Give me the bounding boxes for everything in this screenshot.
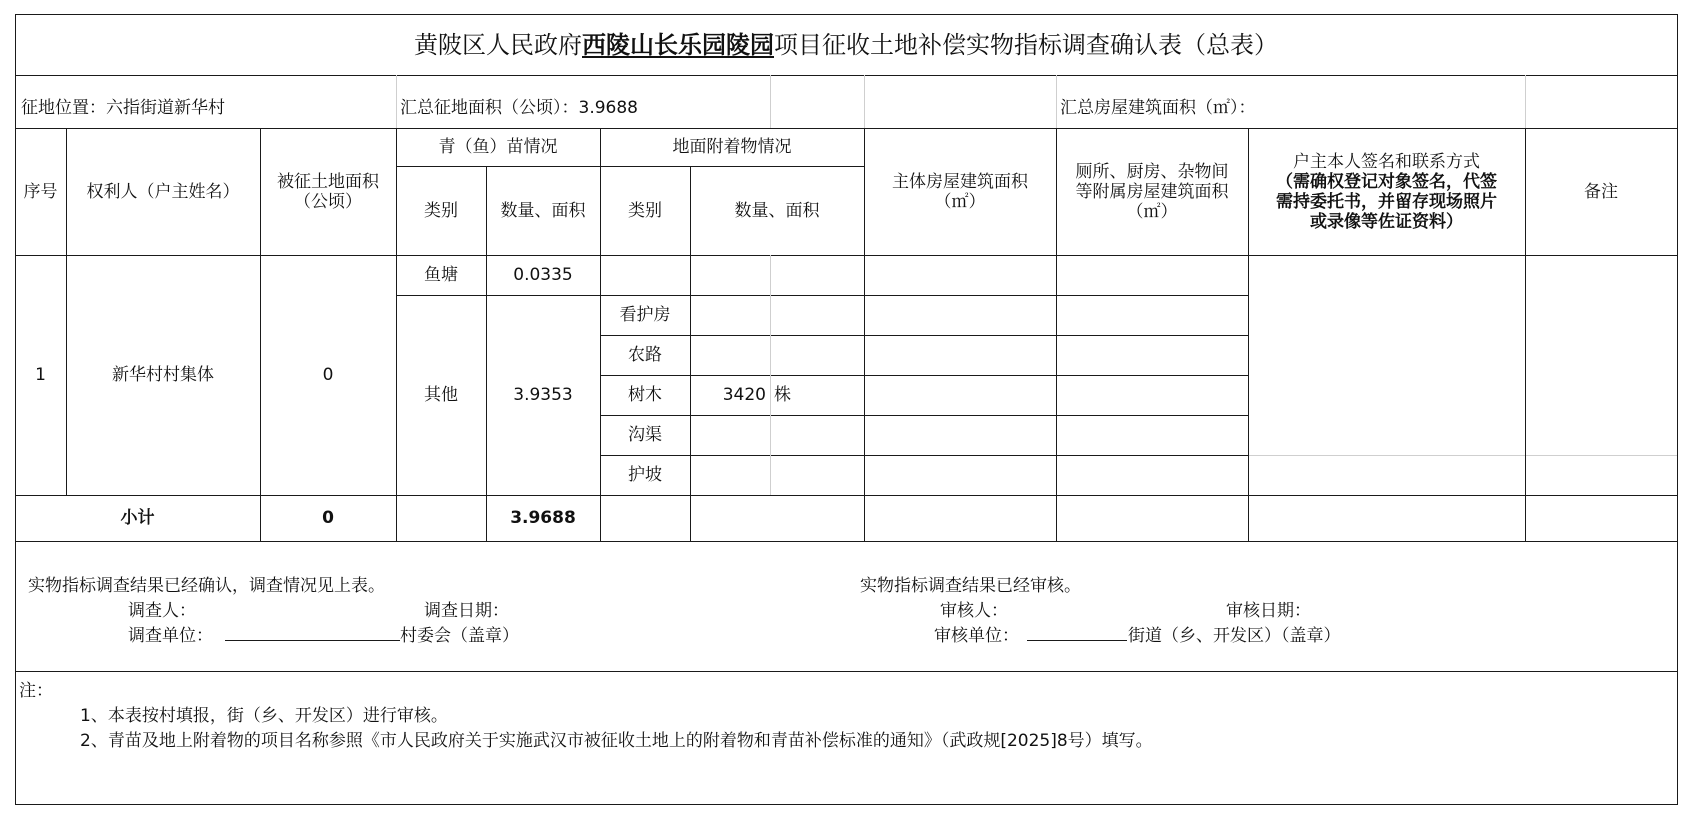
attach-type-ditch: 沟渠 — [628, 425, 662, 445]
subtotal-land-area: 0 — [322, 508, 334, 528]
total-building-area: 汇总房屋建筑面积（㎡）： — [1060, 98, 1256, 118]
attach-qty-trees: 3420 — [722, 385, 766, 405]
title-prefix: 黄陂区人民政府 — [414, 30, 582, 59]
crop-type-fishpond: 鱼塘 — [424, 265, 458, 285]
header-aux-building: 厕所、厨房、杂物间 等附属房屋建筑面积 （㎡） — [1075, 161, 1229, 222]
review-date-label: 审核日期： — [1226, 601, 1311, 621]
review-unit-label: 审核单位： — [934, 626, 1019, 646]
confirm-statement: 实物指标调查结果已经确认，调查情况见上表。 — [28, 576, 385, 596]
row-owner: 新华村村集体 — [112, 365, 214, 385]
attach-type-guard-house: 看护房 — [619, 305, 671, 325]
attach-type-slope: 护坡 — [628, 465, 662, 485]
header-owner: 权利人（户主姓名） — [86, 181, 240, 202]
review-statement: 实物指标调查结果已经审核。 — [860, 576, 1081, 596]
row-land-area: 0 — [322, 365, 334, 385]
investigator-label: 调查人： — [128, 601, 196, 621]
investigate-unit-label: 调查单位： — [128, 626, 213, 646]
review-unit-line — [1027, 640, 1127, 641]
attach-type-trees: 树木 — [628, 385, 662, 405]
investigate-date-label: 调查日期： — [424, 601, 509, 621]
subtotal-crops-qty: 3.9688 — [510, 508, 576, 528]
subtotal-label: 小计 — [120, 508, 155, 528]
notes-label: 注： — [19, 681, 53, 701]
row-seq: 1 — [35, 365, 46, 385]
header-attach-type: 类别 — [628, 200, 662, 221]
land-location: 征地位置：六指街道新华村 — [21, 98, 225, 118]
review-unit-suffix: 街道（乡、开发区）（盖章） — [1128, 626, 1341, 646]
investigate-unit-suffix: 村委会（盖章） — [400, 626, 519, 646]
header-remark: 备注 — [1584, 181, 1618, 202]
attach-unit-trees: 株 — [774, 385, 791, 405]
crop-type-other: 其他 — [424, 385, 458, 405]
title-suffix: 项目征收土地补偿实物指标调查确认表（总表） — [774, 30, 1278, 59]
header-crop-qty: 数量、面积 — [500, 200, 586, 221]
note-item-2: 2、青苗及地上附着物的项目名称参照《市人民政府关于实施武汉市被征收土地上的附着物和青苗补偿标准的通知》（武政规[2025]8号）填写。 — [80, 731, 1153, 751]
investigate-unit-line — [225, 640, 400, 641]
note-item-1: 1、本表按村填报，街（乡、开发区）进行审核。 — [80, 706, 448, 726]
attach-type-farm-road: 农路 — [628, 345, 662, 365]
header-attach-qty: 数量、面积 — [734, 200, 820, 221]
header-seq: 序号 — [23, 181, 58, 202]
header-land-area: 被征土地面积 （公顷） — [277, 171, 379, 212]
page-title — [15, 14, 1677, 75]
crop-qty-other: 3.9353 — [513, 385, 573, 405]
header-crop-type: 类别 — [424, 200, 458, 221]
header-attachments: 地面附着物情况 — [672, 137, 792, 157]
header-signature: 户主本人签名和联系方式 （需确权登记对象签名，代签 需持委托书，并留存现场照片 或录像等佐证资料） — [1276, 151, 1497, 232]
title-project-name: 西陵山长乐园陵园 — [582, 30, 774, 59]
reviewer-label: 审核人： — [940, 601, 1008, 621]
crop-qty-fishpond: 0.0335 — [513, 265, 573, 285]
header-main-building: 主体房屋建筑面积 （㎡） — [892, 171, 1028, 212]
total-land-area: 汇总征地面积（公顷）：3.9688 — [400, 98, 638, 118]
header-crops: 青（鱼）苗情况 — [438, 137, 558, 157]
